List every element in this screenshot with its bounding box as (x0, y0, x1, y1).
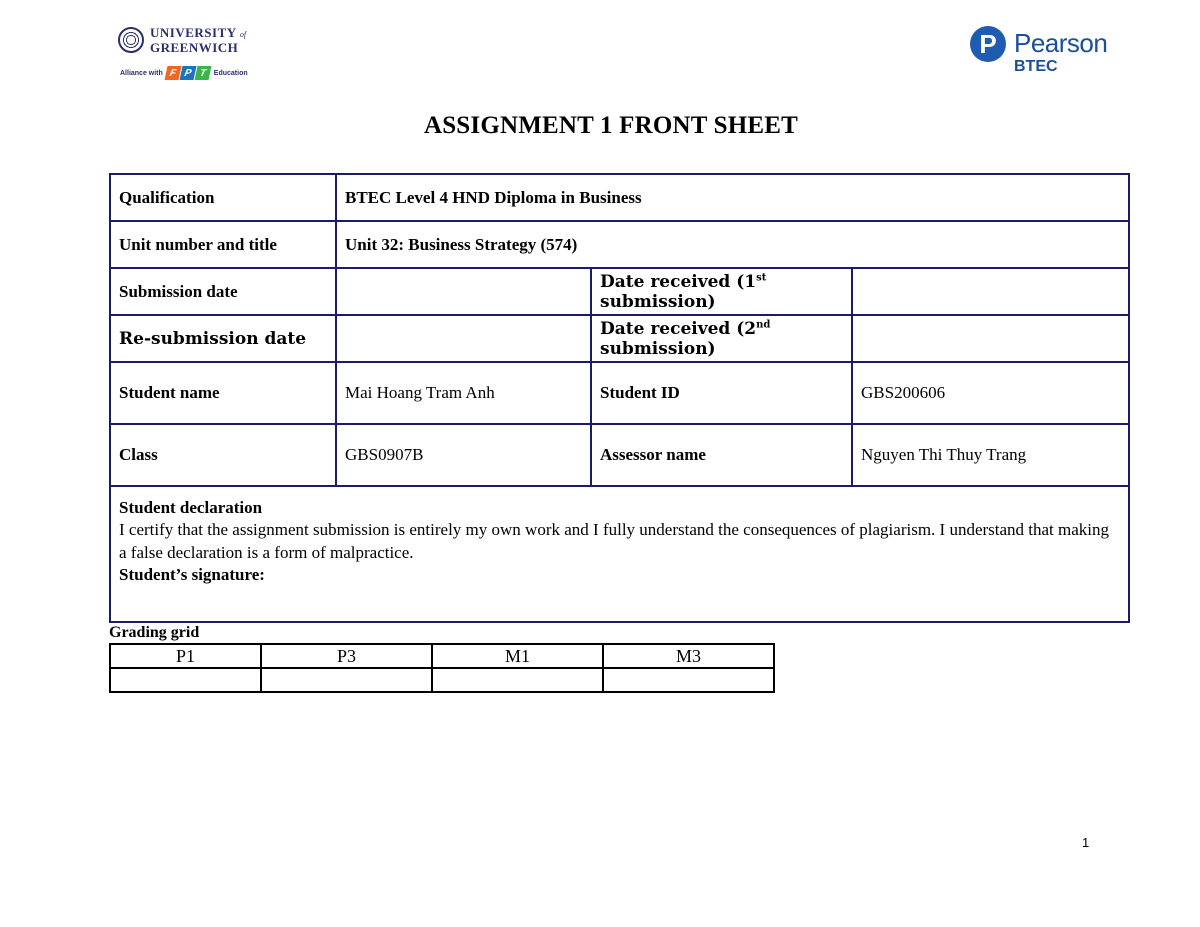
date-received-1-pre: Date received (1 (600, 271, 757, 292)
grade-header-m3: M3 (603, 644, 774, 668)
class-label: Class (110, 424, 336, 486)
resubmission-date-value (336, 315, 591, 362)
student-declaration (110, 486, 1129, 622)
student-id-label: Student ID (591, 362, 852, 424)
date-received-1-sup: st (756, 271, 767, 283)
assessor-value: Nguyen Thi Thuy Trang (852, 424, 1129, 486)
signature-label: Student’s signature: (119, 565, 265, 584)
date-received-2-label (591, 315, 852, 362)
qualification-value: BTEC Level 4 HND Diploma in Business (336, 174, 1129, 221)
class-value: GBS0907B (336, 424, 591, 486)
grading-header-row (110, 644, 774, 668)
unit-row (110, 221, 1129, 268)
declaration-row (110, 486, 1129, 622)
date-received-1-label (591, 268, 852, 315)
submission-date-value (336, 268, 591, 315)
assessor-label: Assessor name (591, 424, 852, 486)
front-sheet-table (109, 173, 1130, 623)
university-line2: GREENWICH (150, 40, 239, 55)
date-received-2-sup: nd (756, 318, 771, 330)
fpt-alliance-logo (120, 66, 258, 80)
alliance-with-text: Alliance with (120, 69, 163, 77)
grading-grid-title: Grading grid (109, 624, 200, 641)
class-row (110, 424, 1129, 486)
date-received-1-value (852, 268, 1129, 315)
document-title: ASSIGNMENT 1 FRONT SHEET (423, 112, 799, 139)
university-line1: UNIVERSITY (150, 25, 237, 40)
grading-grid (109, 643, 775, 693)
btec-wordmark: BTEC (1014, 58, 1058, 75)
grade-header-p3: P3 (261, 644, 432, 668)
pearson-wordmark: Pearson (1014, 28, 1108, 58)
education-text: Education (213, 69, 248, 77)
unit-value: Unit 32: Business Strategy (574) (336, 221, 1129, 268)
grading-value-row (110, 668, 774, 692)
unit-label: Unit number and title (110, 221, 336, 268)
grade-header-p1: P1 (110, 644, 261, 668)
declaration-text: I certify that the assignment submission is entirely my own work and I fully understand the consequences of plagiarism. I understand that making a false declaration is a form of malpractice. (119, 520, 1110, 562)
grade-cell-m3 (603, 668, 774, 692)
date-received-2-pre: Date received (2 (600, 318, 757, 339)
grade-cell-p1 (110, 668, 261, 692)
pearson-mark-icon: P (970, 26, 1006, 62)
student-name-label: Student name (110, 362, 336, 424)
fpt-letter-t: T (194, 66, 211, 80)
grade-cell-m1 (432, 668, 603, 692)
resubmission-row (110, 315, 1129, 362)
date-received-1-post: submission) (600, 291, 716, 312)
university-seal-icon (118, 27, 144, 53)
student-id-value: GBS200606 (852, 362, 1129, 424)
qualification-row (110, 174, 1129, 221)
date-received-2-post: submission) (600, 338, 716, 359)
date-received-2-value (852, 315, 1129, 362)
declaration-title: Student declaration (119, 498, 263, 517)
resubmission-date-label: Re-submission date (110, 315, 336, 362)
qualification-label: Qualification (110, 174, 336, 221)
grade-cell-p3 (261, 668, 432, 692)
page-number: 1 (1082, 835, 1090, 850)
submission-date-label: Submission date (110, 268, 336, 315)
pearson-btec-logo (970, 26, 1110, 86)
university-of: of (239, 30, 247, 39)
grade-header-m1: M1 (432, 644, 603, 668)
submission-row (110, 268, 1129, 315)
fpt-letter-f: F (164, 66, 181, 80)
student-name-value: Mai Hoang Tram Anh (336, 362, 591, 424)
university-of-greenwich-logo (118, 26, 258, 90)
student-row (110, 362, 1129, 424)
fpt-letter-p: P (179, 66, 196, 80)
